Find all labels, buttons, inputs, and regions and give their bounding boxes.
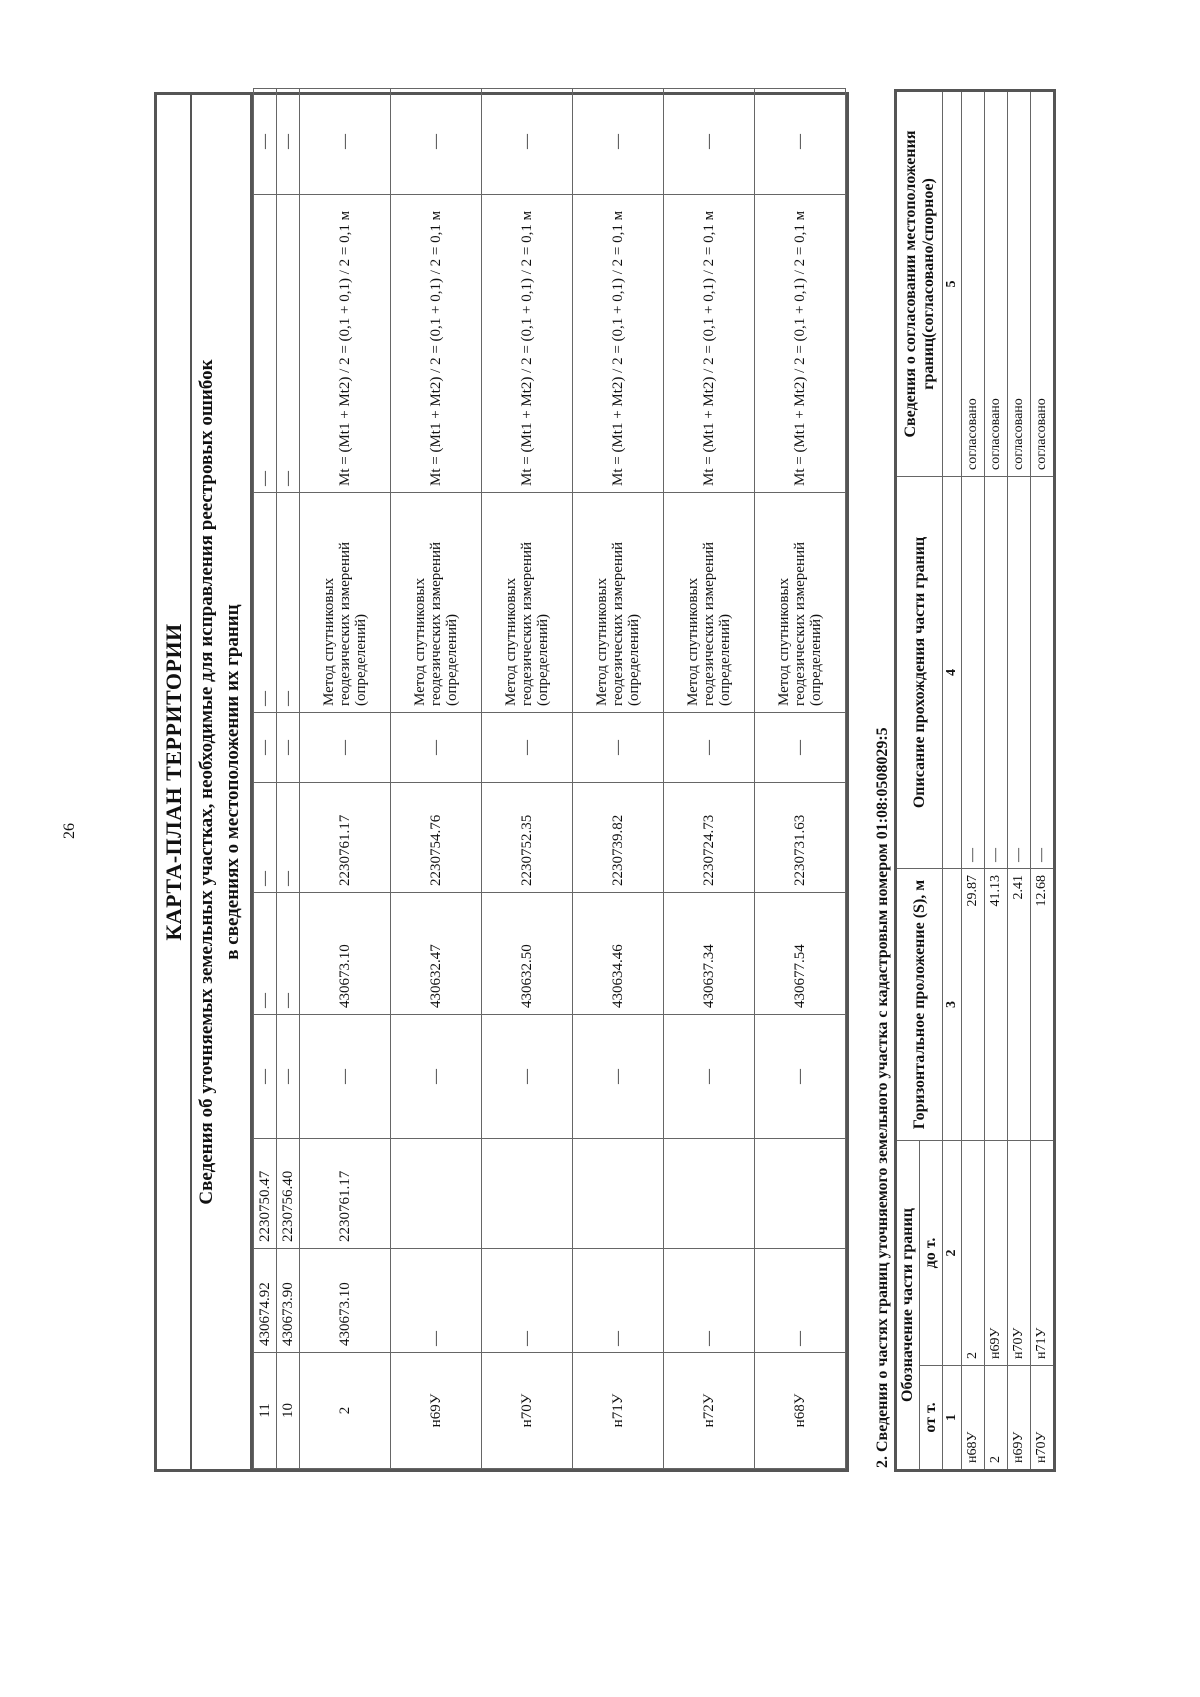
coordinates-cell: Метод спутниковых геодезических измерений (определений) [300,493,391,713]
coordinates-cell: — [755,713,846,783]
coordinates-cell: — [482,713,573,783]
coordinates-cell: — [300,713,391,783]
header-description: Описание прохождения части границ [896,477,943,869]
coordinates-cell: Mt = (Mt1 + Mt2) / 2 = (0,1 + 0,1) / 2 = 0,1 м [573,195,664,493]
coordinates-cell: Метод спутниковых геодезических измерений (определений) [664,493,755,713]
coordinates-cell: 2230754.76 [391,783,482,893]
boundary-part-row [962,91,985,1471]
boundary-part-cell: — [1031,477,1055,869]
subtitle-line-2: в сведениях о местоположении их границ [222,604,243,960]
coordinates-cell: Mt = (Mt1 + Mt2) / 2 = (0,1 + 0,1) / 2 = 0,1 м [300,195,391,493]
coordinates-cell: Mt = (Mt1 + Mt2) / 2 = (0,1 + 0,1) / 2 = 0,1 м [482,195,573,493]
coordinates-row [254,89,277,1469]
column-numbers-row [943,91,962,1471]
coordinates-cell: 430673.90 [277,1249,300,1353]
column-number: 4 [943,477,962,869]
coordinates-cell: 2230731.63 [755,783,846,893]
coordinates-cell: — [277,89,300,195]
column-number: 2 [943,1141,962,1366]
boundary-part-cell: 2 [962,1141,985,1366]
coordinates-cell: — [277,713,300,783]
coordinates-cell: — [482,1249,573,1353]
boundary-part-cell: н71У [1031,1141,1055,1366]
boundary-part-cell: 12.68 [1031,869,1055,1141]
coordinates-cell: — [573,713,664,783]
coordinates-cell: 430634.46 [573,893,664,1015]
coordinates-cell: — [755,1249,846,1353]
boundary-part-row [1008,91,1031,1471]
coordinates-cell: — [482,1015,573,1139]
coordinates-cell: — [755,89,846,195]
coordinates-cell: 11 [254,1353,277,1469]
coordinates-cell: 2230752.35 [482,783,573,893]
coordinates-cell: н69У [391,1353,482,1469]
boundary-part-cell: н70У [1008,1141,1031,1366]
coordinates-cell: — [391,713,482,783]
coordinates-cell: н70У [482,1353,573,1469]
coordinates-cell: 430674.92 [254,1249,277,1353]
coordinates-cell: 2230756.40 [277,1139,300,1249]
coordinates-cell: — [277,893,300,1015]
coordinates-cell: — [573,1015,664,1139]
boundary-part-cell: 41.13 [985,869,1008,1141]
coordinates-row [573,89,664,1469]
coordinates-cell: 2230724.73 [664,783,755,893]
column-number: 1 [943,1366,962,1471]
boundary-part-row [985,91,1008,1471]
subtitle-line-1: Сведения об уточняемых земельных участках, необходимые для исправления реестровых ошибок [196,359,217,1205]
coordinates-cell: н71У [573,1353,664,1469]
coordinates-cell: 430677.54 [755,893,846,1015]
coordinates-cell: 2230750.47 [254,1139,277,1249]
coordinates-cell: 2230761.17 [300,783,391,893]
coordinates-cell: Метод спутниковых геодезических измерений (определений) [573,493,664,713]
boundary-parts-table [894,89,1056,1472]
coordinates-row [277,89,300,1469]
boundary-parts-table-body [943,91,1055,1471]
coordinates-cell: Mt = (Mt1 + Mt2) / 2 = (0,1 + 0,1) / 2 = 0,1 м [755,195,846,493]
header-to: до т. [920,1141,943,1366]
column-number: 5 [943,91,962,477]
coordinates-row [391,89,482,1469]
coordinates-cell [755,1139,846,1249]
coordinates-cell: Mt = (Mt1 + Mt2) / 2 = (0,1 + 0,1) / 2 = 0,1 м [391,195,482,493]
coordinates-row [300,89,391,1469]
coordinates-table-body [254,89,846,1469]
coordinates-cell: — [755,1015,846,1139]
coordinates-cell: — [664,1015,755,1139]
coordinates-row [482,89,573,1469]
coordinates-row [755,89,846,1469]
coordinates-row [664,89,755,1469]
boundary-part-cell: н69У [985,1141,1008,1366]
coordinates-cell [482,1139,573,1249]
coordinates-cell: — [277,783,300,893]
column-number: 3 [943,869,962,1141]
coordinates-frame [154,92,849,1472]
coordinates-cell: — [277,1015,300,1139]
boundary-part-cell: согласовано [1031,91,1055,477]
coordinates-cell [573,1139,664,1249]
header-agreement: Сведения о согласовании местоположения границ(согласовано/спорное) [896,91,943,477]
header-from: от т. [920,1366,943,1471]
boundary-part-cell: 2.41 [1008,869,1031,1141]
coordinates-cell: Метод спутниковых геодезических измерений (определений) [391,493,482,713]
coordinates-cell [664,1139,755,1249]
coordinates-cell: — [573,1249,664,1353]
boundary-part-cell: н68У [962,1366,985,1471]
coordinates-cell: — [254,1015,277,1139]
coordinates-cell: — [300,89,391,195]
header-designation: Обозначение части границ [896,1141,920,1471]
page-number: 26 [61,823,78,839]
coordinates-cell: Метод спутниковых геодезических измерений (определений) [755,493,846,713]
coordinates-cell: — [482,89,573,195]
coordinates-cell: — [254,89,277,195]
coordinates-cell: — [664,89,755,195]
coordinates-cell: — [391,89,482,195]
coordinates-cell: 430632.47 [391,893,482,1015]
section-2-title: 2. Сведения о частях границ уточняемого земельного участка с кадастровым номером 01:08:0508029:5 [874,727,891,1468]
coordinates-cell: 430673.10 [300,893,391,1015]
boundary-part-cell: согласовано [962,91,985,477]
coordinates-cell: — [573,89,664,195]
coordinates-cell: 2230761.17 [300,1139,391,1249]
boundary-part-cell: согласовано [985,91,1008,477]
boundary-part-cell: — [1008,477,1031,869]
coordinates-cell: — [664,713,755,783]
coordinates-cell: 2230739.82 [573,783,664,893]
coordinates-table [253,88,846,1469]
coordinates-cell: — [254,195,277,493]
document-title: КАРТА-ПЛАН ТЕРРИТОРИИ [157,95,192,1469]
boundary-part-cell: н70У [1031,1366,1055,1471]
document-subtitle [192,95,253,1469]
coordinates-cell: — [277,195,300,493]
coordinates-cell: — [300,1015,391,1139]
coordinates-cell: 430637.34 [664,893,755,1015]
header-horizontal: Горизонтальное проложение (S), м [896,869,943,1141]
coordinates-cell: 2 [300,1353,391,1469]
coordinates-cell: — [254,893,277,1015]
coordinates-cell: — [277,493,300,713]
rotated-content [154,92,1054,1472]
section-2 [872,92,1056,1472]
coordinates-cell: 10 [277,1353,300,1469]
coordinates-cell: — [254,493,277,713]
coordinates-cell: н68У [755,1353,846,1469]
coordinates-cell: — [391,1249,482,1353]
coordinates-cell: — [254,713,277,783]
coordinates-cell [391,1139,482,1249]
boundary-part-cell: — [985,477,1008,869]
boundary-part-row [1031,91,1055,1471]
boundary-part-cell: — [962,477,985,869]
coordinates-cell: Метод спутниковых геодезических измерений (определений) [482,493,573,713]
boundary-part-cell: согласовано [1008,91,1031,477]
coordinates-cell: Mt = (Mt1 + Mt2) / 2 = (0,1 + 0,1) / 2 = 0,1 м [664,195,755,493]
coordinates-cell: 430673.10 [300,1249,391,1353]
coordinates-cell: — [254,783,277,893]
boundary-part-cell: 29.87 [962,869,985,1141]
boundary-part-cell: н69У [1008,1366,1031,1471]
coordinates-cell: 430632.50 [482,893,573,1015]
coordinates-cell: — [391,1015,482,1139]
coordinates-cell: н72У [664,1353,755,1469]
coordinates-cell: — [664,1249,755,1353]
boundary-part-cell: 2 [985,1366,1008,1471]
